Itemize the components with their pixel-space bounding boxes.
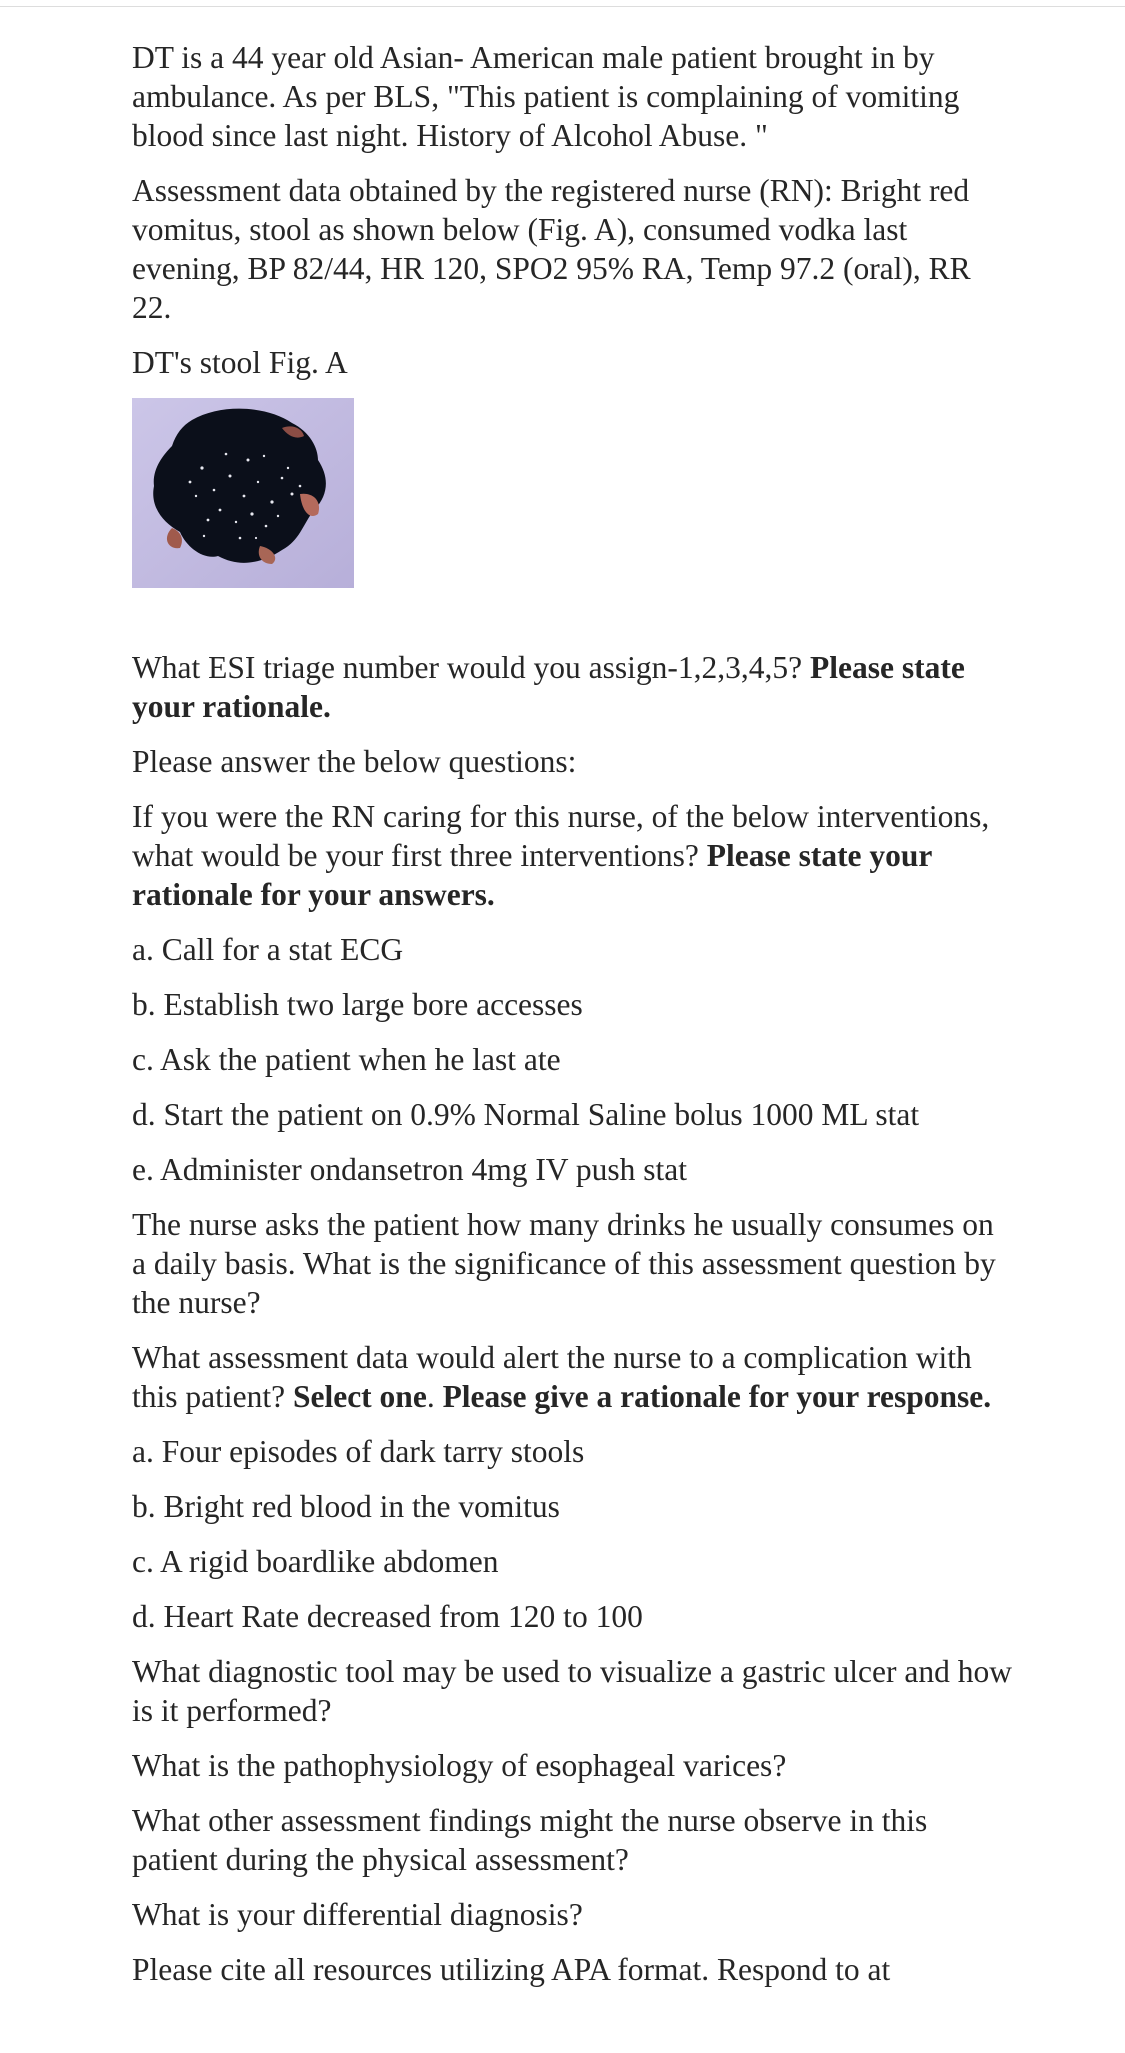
case-assessment: Assessment data obtained by the registered nurse (RN): Bright red vomitus, stool as shown below (Fig. A), consumed vodka last evening, BP 82/44, HR 120, SPO2 95% RA, Temp 97.2 (oral), RR 22. — [132, 173, 971, 325]
complication-option-b: b. Bright red blood in the vomitus — [132, 1489, 560, 1524]
question-document — [132, 38, 1012, 2005]
intervention-option-b: b. Establish two large bore accesses — [132, 987, 583, 1022]
question-cite: Please cite all resources utilizing APA format. Respond to at — [132, 1952, 891, 1987]
question-diagnostic: What diagnostic tool may be used to visualize a gastric ulcer and how is it performed? — [132, 1654, 1012, 1728]
intervention-option-d: d. Start the patient on 0.9% Normal Saline bolus 1000 ML stat — [132, 1097, 920, 1132]
question-interventions: If you were the RN caring for this nurse, of the below interventions, what would be your first three interventions? Please state your rationale for your answers. — [132, 799, 990, 912]
figure-caption: DT's stool Fig. A — [132, 345, 348, 380]
question-esi: What ESI triage number would you assign-1,2,3,4,5? Please state your rationale. — [132, 650, 965, 724]
question-pathophysiology: What is the pathophysiology of esophageal varices? — [132, 1748, 787, 1783]
case-intro: DT is a 44 year old Asian- American male patient brought in by ambulance. As per BLS, "This patient is complaining of vomiting blood since last night. History of Alcohol Abuse. " — [132, 40, 960, 153]
instructions: Please answer the below questions: — [132, 744, 577, 779]
question-complication: What assessment data would alert the nurse to a complication with this patient? Select one. Please give a rationale for your response. — [132, 1340, 992, 1414]
complication-option-d: d. Heart Rate decreased from 120 to 100 — [132, 1599, 643, 1634]
intervention-option-a: a. Call for a stat ECG — [132, 932, 404, 967]
complication-option-a: a. Four episodes of dark tarry stools — [132, 1434, 585, 1469]
stool-figure-image — [132, 398, 354, 588]
complication-option-c: c. A rigid boardlike abdomen — [132, 1544, 499, 1579]
question-drinks: The nurse asks the patient how many drinks he usually consumes on a daily basis. What is the significance of this assessment question by the nurse? — [132, 1207, 996, 1320]
intervention-option-e: e. Administer ondansetron 4mg IV push stat — [132, 1152, 687, 1187]
question-findings: What other assessment findings might the nurse observe in this patient during the physical assessment? — [132, 1803, 928, 1877]
top-divider — [0, 6, 1125, 7]
question-differential: What is your differential diagnosis? — [132, 1897, 583, 1932]
intervention-option-c: c. Ask the patient when he last ate — [132, 1042, 561, 1077]
